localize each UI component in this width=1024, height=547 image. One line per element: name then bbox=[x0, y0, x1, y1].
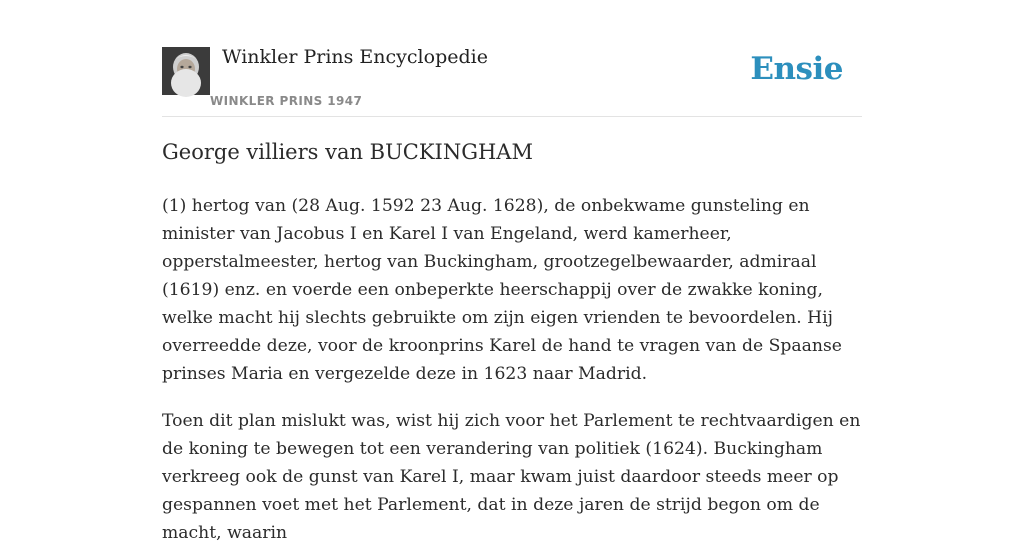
source-subtitle: WINKLER PRINS 1947 bbox=[210, 94, 363, 108]
portrait-image bbox=[162, 47, 210, 95]
source-title[interactable]: Winkler Prins Encyclopedie bbox=[222, 46, 488, 68]
author-avatar[interactable] bbox=[162, 47, 210, 95]
brand-logo-link[interactable]: Ensie bbox=[750, 51, 843, 87]
article-title: George villiers van BUCKINGHAM bbox=[162, 140, 533, 164]
source-header bbox=[162, 0, 862, 117]
article-paragraph: Toen dit plan mislukt was, wist hij zich voor het Parlement te rechtvaardigen en de koning te bewegen tot een verandering van politiek (1624). Buckingham verkreeg ook de gunst van Karel I, maar kwam juist daardoor steeds meer op gespannen voet met het Parlement, dat in deze jaren de strijd begon om de macht, waarin bbox=[162, 411, 861, 543]
article-paragraph: (1) hertog van (28 Aug. 1592 23 Aug. 1628), de onbekwame gunsteling en minister van Jacobus I en Karel I van Engeland, werd kamerheer, opperstalmeester, hertog van Buckingham, grootzegelbewaarder, admiraal (1619) enz. en voerde een onbeperkte heerschappij over de zwakke koning, welke macht hij slechts gebruikte om zijn eigen vrienden te bevoordelen. Hij overreedde deze, voor de kroonprins Karel de hand te vragen van de Spaanse prinses Maria en vergezelde deze in 1623 naar Madrid. bbox=[162, 196, 842, 384]
page bbox=[162, 0, 862, 543]
